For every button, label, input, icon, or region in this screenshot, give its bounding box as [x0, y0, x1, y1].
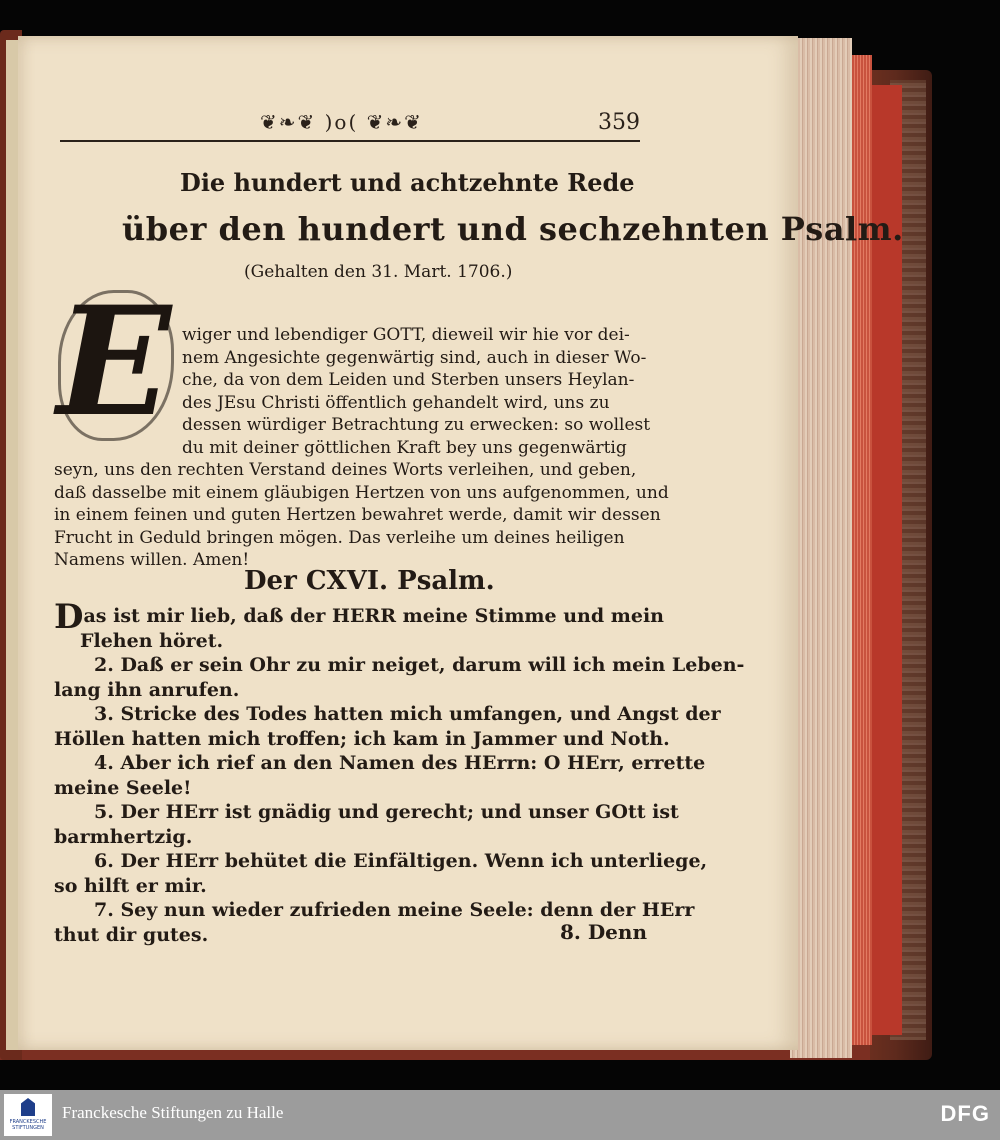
- institution-logo[interactable]: [4, 1094, 52, 1136]
- header-ornament: ❦❧❦ )o( ❦❧❦: [260, 110, 423, 134]
- logo-text: FRANCKESCHE STIFTUNGEN: [9, 1119, 47, 1131]
- verse-line: 4. Aber ich rief an den Namen des HErrn: O HErr, errette: [94, 752, 706, 774]
- verse-line: thut dir gutes.: [54, 923, 209, 946]
- drop-cap-initial: E: [56, 274, 172, 450]
- prayer-full-block: [54, 459, 669, 572]
- verse-line: meine Seele!: [54, 776, 192, 799]
- verse-initial: D: [54, 597, 84, 637]
- catchword: 8. Denn: [560, 920, 647, 944]
- prayer-line: seyn, uns den rechten Verstand deines Worts verleihen, und geben,: [54, 460, 637, 480]
- prayer-line: in einem feinen und guten Hertzen bewahret werde, damit wir dessen: [54, 505, 661, 525]
- prayer-line: dessen würdiger Betrachtung zu erwecken: so wollest: [182, 415, 651, 435]
- verse-line: 6. Der HErr behütet die Einfältigen. Wenn ich unterliege,: [94, 850, 708, 872]
- prayer-line: daß dasselbe mit einem gläubigen Hertzen von uns aufgenommen, und: [54, 482, 669, 503]
- sermon-title-line2: über den hundert und sechzehnten Psalm.: [122, 210, 904, 248]
- institution-name: Franckesche Stiftungen zu Halle: [62, 1103, 284, 1122]
- verse-line: so hilft er mir.: [54, 874, 207, 897]
- psalm-title: Der CXVI. Psalm.: [244, 566, 495, 596]
- prayer-line: Namens willen. Amen!: [54, 550, 250, 570]
- sermon-title-line1: Die hundert und achtzehnte Rede: [180, 168, 635, 197]
- page-number: 359: [598, 110, 640, 135]
- verse-line: Höllen hatten mich troffen; ich kam in Jammer und Noth.: [54, 727, 670, 750]
- prayer-line: du mit deiner göttlichen Kraft bey uns gegenwärtig: [182, 437, 627, 458]
- page-block-edges: [790, 38, 852, 1058]
- red-page-edges: [852, 55, 872, 1045]
- prayer-line: Frucht in Geduld bringen mögen. Das verleihe um deines heiligen: [54, 527, 625, 548]
- psalm-verses: [54, 597, 745, 947]
- prayer-indented-block: [182, 324, 651, 459]
- prayer-line: des JEsu Christi öffentlich gehandelt wird, uns zu: [182, 392, 610, 413]
- verse-line: 5. Der HErr ist gnädig und gerecht; und unser GOtt ist: [94, 801, 679, 823]
- verse-line: 2. Daß er sein Ohr zu mir neiget, darum will ich mein Leben-: [94, 654, 745, 676]
- prayer-line: wiger und lebendiger GOTT, dieweil wir hie vor dei-: [182, 325, 630, 345]
- dfg-logo[interactable]: DFG: [940, 1101, 990, 1126]
- verse-line: [54, 597, 664, 637]
- verse-line-text: as ist mir lieb, daß der HERR meine Stimme und mein: [83, 605, 664, 627]
- header-rule: [60, 140, 640, 142]
- prayer-line: che, da von dem Leiden und Sterben unsers Heylan-: [182, 370, 635, 390]
- verse-line: barmhertzig.: [54, 825, 193, 848]
- orphanage-icon: [21, 1098, 35, 1116]
- prayer-line: nem Angesichte gegenwärtig sind, auch in dieser Wo-: [182, 347, 647, 368]
- viewer-footer: [0, 1090, 1000, 1140]
- verse-line: 7. Sey nun wieder zufrieden meine Seele: denn der HErr: [94, 899, 695, 921]
- verse-line: lang ihn anrufen.: [54, 678, 240, 701]
- sermon-date: (Gehalten den 31. Mart. 1706.): [244, 262, 513, 282]
- running-header: [60, 104, 640, 144]
- verse-line: Flehen höret.: [80, 629, 224, 652]
- verse-line: 3. Stricke des Todes hatten mich umfangen, und Angst der: [94, 703, 721, 725]
